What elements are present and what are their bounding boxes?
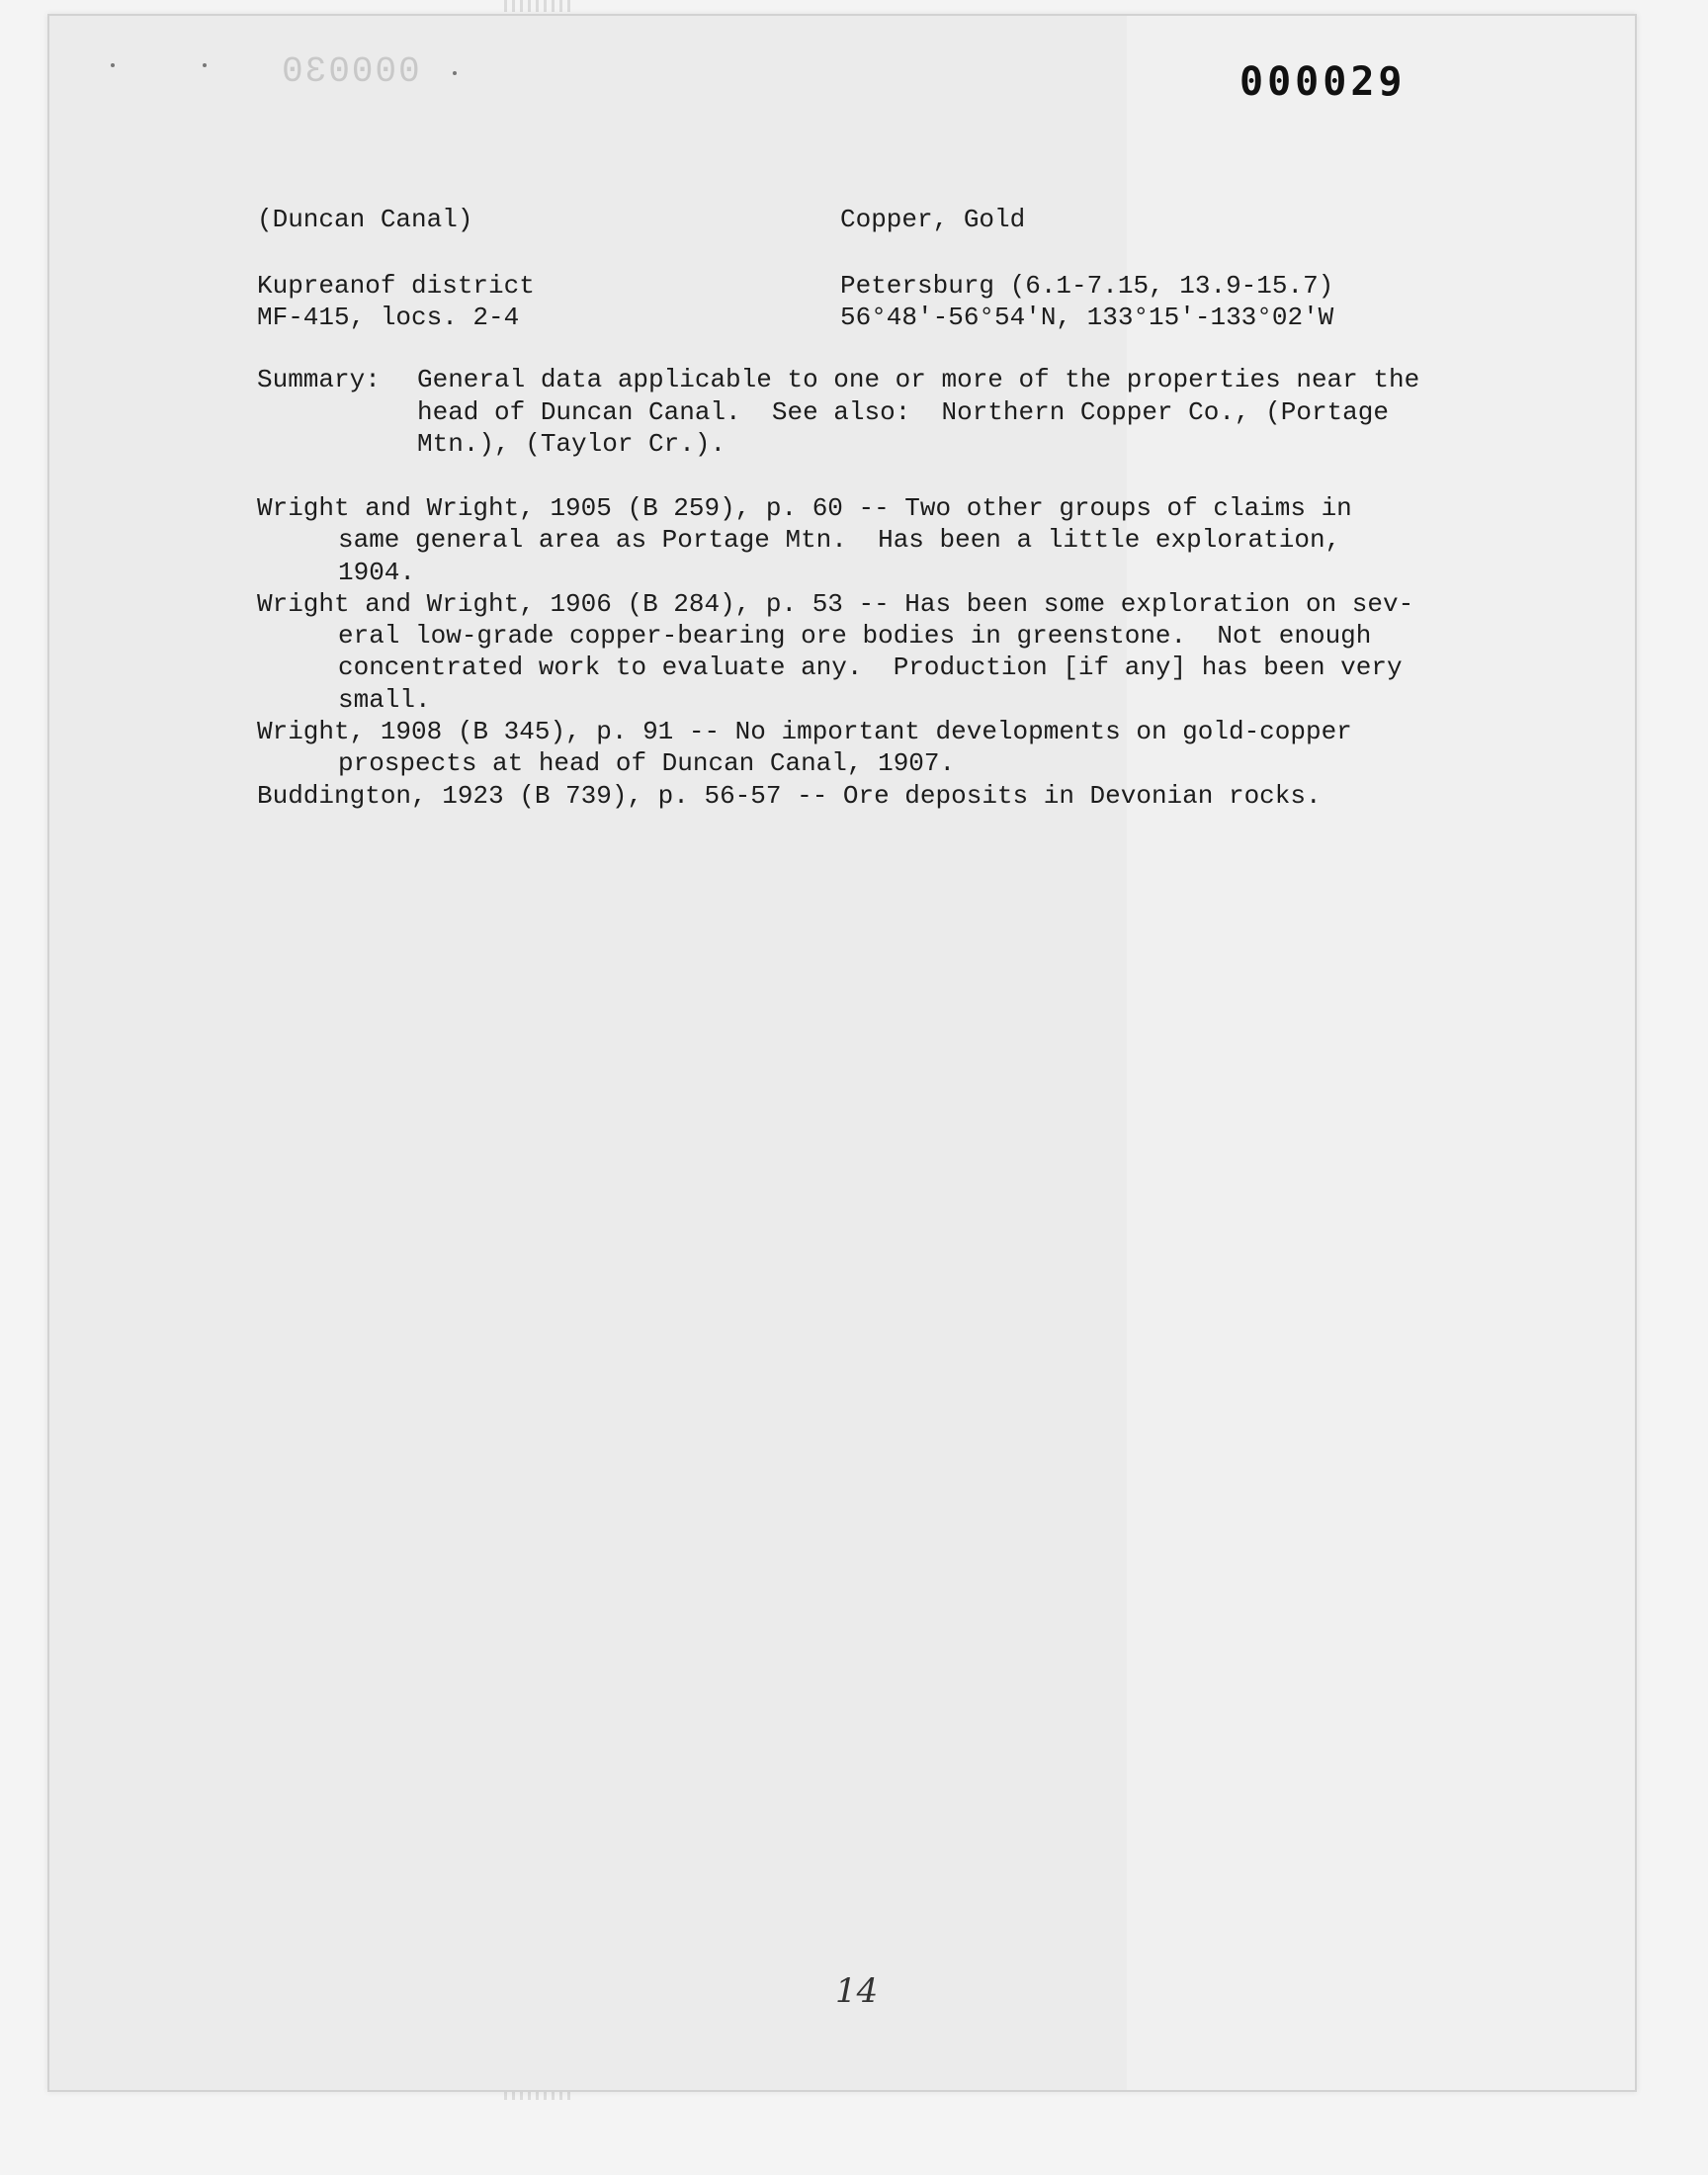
reference-continuation: small. — [338, 684, 431, 715]
speck — [111, 63, 115, 67]
speck — [453, 71, 457, 75]
location-name: (Duncan Canal) — [257, 205, 473, 234]
reference-citation: Wright, 1908 (B 345), p. 91 -- No important developments on gold-copper — [257, 717, 1352, 747]
summary-line: General data applicable to one or more of the properties near the — [417, 365, 1420, 394]
reference-entry — [257, 780, 1413, 812]
speck — [203, 63, 207, 67]
summary-line: head of Duncan Canal. See also: Northern Copper Co., (Portage — [417, 396, 1389, 427]
reference-entry — [257, 492, 1413, 588]
document-number-stamp: 000029 — [1239, 59, 1407, 105]
reference-entry — [257, 716, 1413, 780]
commodities: Copper, Gold — [840, 205, 1026, 234]
reference-entry — [257, 588, 1413, 716]
reference-continuation: concentrated work to evaluate any. Production [if any] has been very — [338, 652, 1403, 683]
map-reference: MF-415, locs. 2-4 — [257, 303, 520, 332]
references-list — [257, 492, 1413, 812]
summary-line: Mtn.), (Taylor Cr.). — [417, 429, 726, 459]
coordinates: 56°48'-56°54'N, 133°15'-133°02'W — [840, 303, 1334, 332]
reference-citation: Buddington, 1923 (B 739), p. 56-57 -- Ore deposits in Devonian rocks. — [257, 780, 1322, 811]
reference-continuation: 1904. — [338, 557, 416, 587]
reference-continuation: eral low-grade copper-bearing ore bodies in greenstone. Not enough — [338, 621, 1372, 652]
handwritten-page-number: 14 — [835, 1971, 879, 2011]
reference-citation: Wright and Wright, 1905 (B 259), p. 60 -- Two other groups of claims in — [257, 493, 1352, 523]
faint-stamp-number: 000030 — [280, 51, 420, 92]
summary-text — [417, 364, 1485, 461]
reference-continuation: prospects at head of Duncan Canal, 1907. — [338, 748, 956, 779]
summary-label: Summary: — [257, 365, 381, 394]
reference-citation: Wright and Wright, 1906 (B 284), p. 53 -- Has been some exploration on sev- — [257, 588, 1414, 619]
quadrangle: Petersburg (6.1-7.15, 13.9-15.7) — [840, 271, 1334, 301]
district: Kupreanof district — [257, 271, 535, 301]
binding-mark-top — [504, 0, 573, 12]
reference-continuation: same general area as Portage Mtn. Has been a little exploration, — [338, 525, 1341, 556]
